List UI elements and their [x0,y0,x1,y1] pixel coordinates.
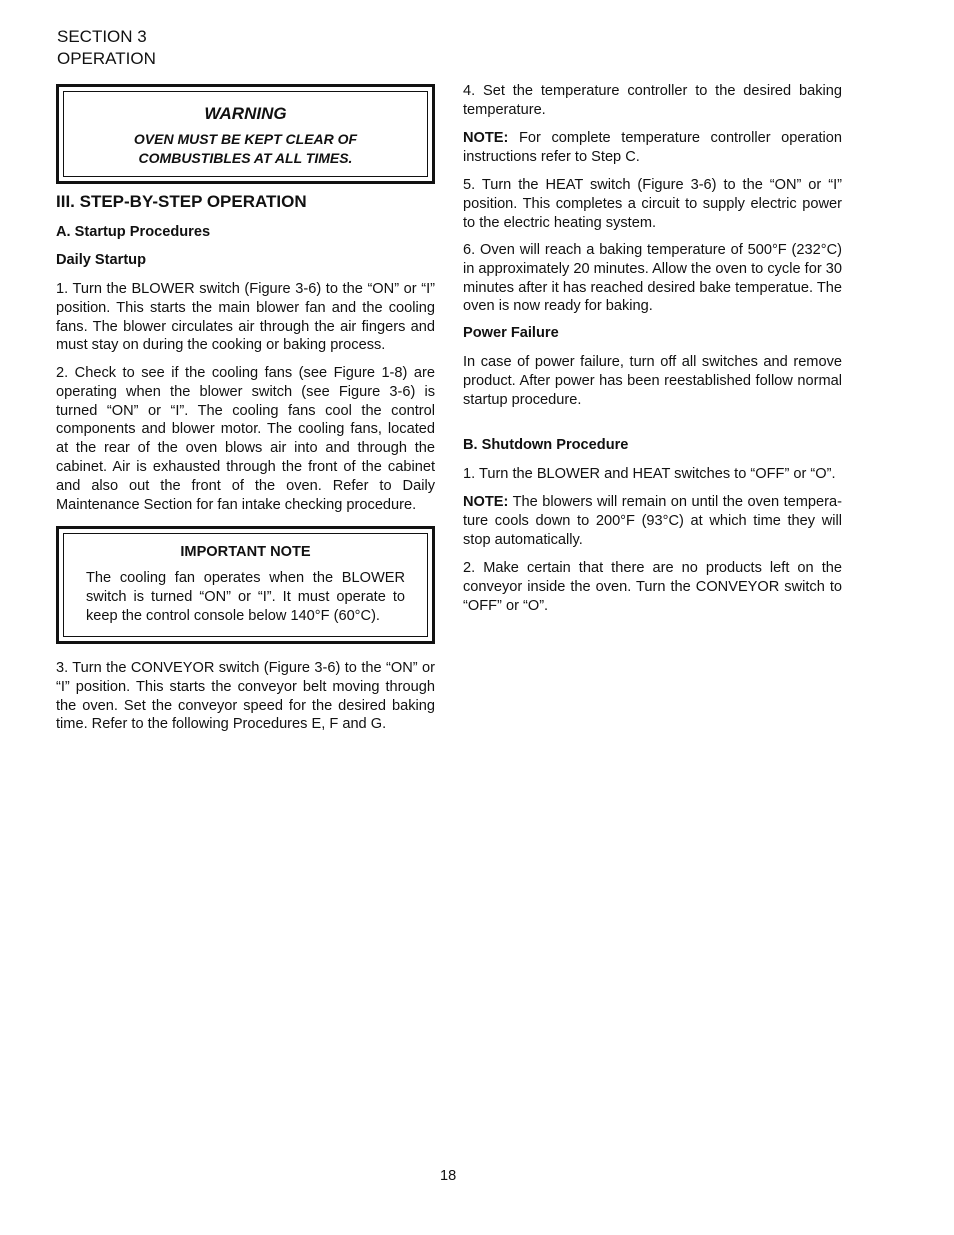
daily-startup-heading: Daily Startup [56,252,147,268]
note-label: NOTE: [463,130,509,146]
important-note-title: IMPORTANT NOTE [180,544,311,560]
power-failure-text: In case of power failure, turn off all switches and remove product. After power has been reestablished follow normal startup procedure. [463,354,842,408]
shutdown-step-2: 2. Make certain that there are no products left on the conveyor inside the oven. Turn the CONVEYOR switch to “OFF” or “O”. [463,560,842,614]
shutdown-heading: B. Shutdown Procedure [463,437,629,453]
section-label: SECTION 3 [57,27,147,46]
warning-box-inner [63,91,428,177]
warning-title: WARNING [204,104,287,123]
note-blowers [463,493,842,549]
section-name: OPERATION [57,49,156,68]
page-number: 18 [440,1168,457,1184]
startup-step-2: 2. Check to see if the cooling fans (see Figure 1-8) are operating when the blower switch (see Figure 3-6) is turned “ON” or “I”. The cooling fans cool the control components and blower motor. The cooling fans, located at the rear of the oven blows air into and through the cabinet. Air is exhausted through the front of the cabinet and also out the front of the oven. Refer to Daily Maintenance Section for fan intake checking procedure. [56,365,435,513]
warning-text [64,130,427,168]
page-header [57,26,156,70]
startup-heading: A. Startup Procedures [56,224,211,240]
startup-step-3: 3. Turn the CONVEYOR switch (Figure 3-6) to the “ON” or “I” position. This starts the conveyor belt moving through the oven. Set the conveyor speed for the desired baking time. Refer to the following Procedures E, F and G. [56,660,435,733]
important-note-inner [63,533,428,637]
startup-step-4: 4. Set the temperature controller to the desired baking temperature. [463,83,842,118]
startup-step-6: 6. Oven will reach a baking temperature of 500°F (232°C) in approximately 20 minutes. Allow the oven to cycle for 30 minutes after it has reached desired bake temperatue. The oven is now ready for baking. [463,242,842,315]
startup-step-5: 5. Turn the HEAT switch (Figure 3-6) to the “ON” or “I” position. This completes a circuit to supply electric power to the electric heating system. [463,177,842,231]
power-failure-heading: Power Failure [463,325,559,341]
note-text: The blowers will remain on until the oven tempera-ture cools down to 200°F (93°C) at which time they will stop automatically. [463,494,842,548]
startup-step-1: 1. Turn the BLOWER switch (Figure 3-6) to the “ON” or “I” position. This starts the main blower fan and the cooling fans. The blower circulates air through the air fingers and must stay on during the cooking or baking process. [56,281,435,354]
warning-line-2: COMBUSTIBLES AT ALL TIMES. [138,150,353,166]
important-note-text: The cooling fan operates when the BLOWER switch is turned “ON” or “I”. It must operate to keep the control console below 140°F (60°C). [86,570,405,624]
warning-line-1: OVEN MUST BE KEPT CLEAR OF [133,131,358,147]
note-label: NOTE: [463,494,509,510]
note-temperature-controller [463,129,842,167]
important-note-box [56,526,435,644]
section-title: III. STEP-BY-STEP OPERATION [56,192,307,211]
note-text: For complete temperature controller operation instructions refer to Step C. [463,130,842,165]
warning-box [56,84,435,184]
shutdown-step-1: 1. Turn the BLOWER and HEAT switches to “OFF” or “O”. [463,466,836,482]
